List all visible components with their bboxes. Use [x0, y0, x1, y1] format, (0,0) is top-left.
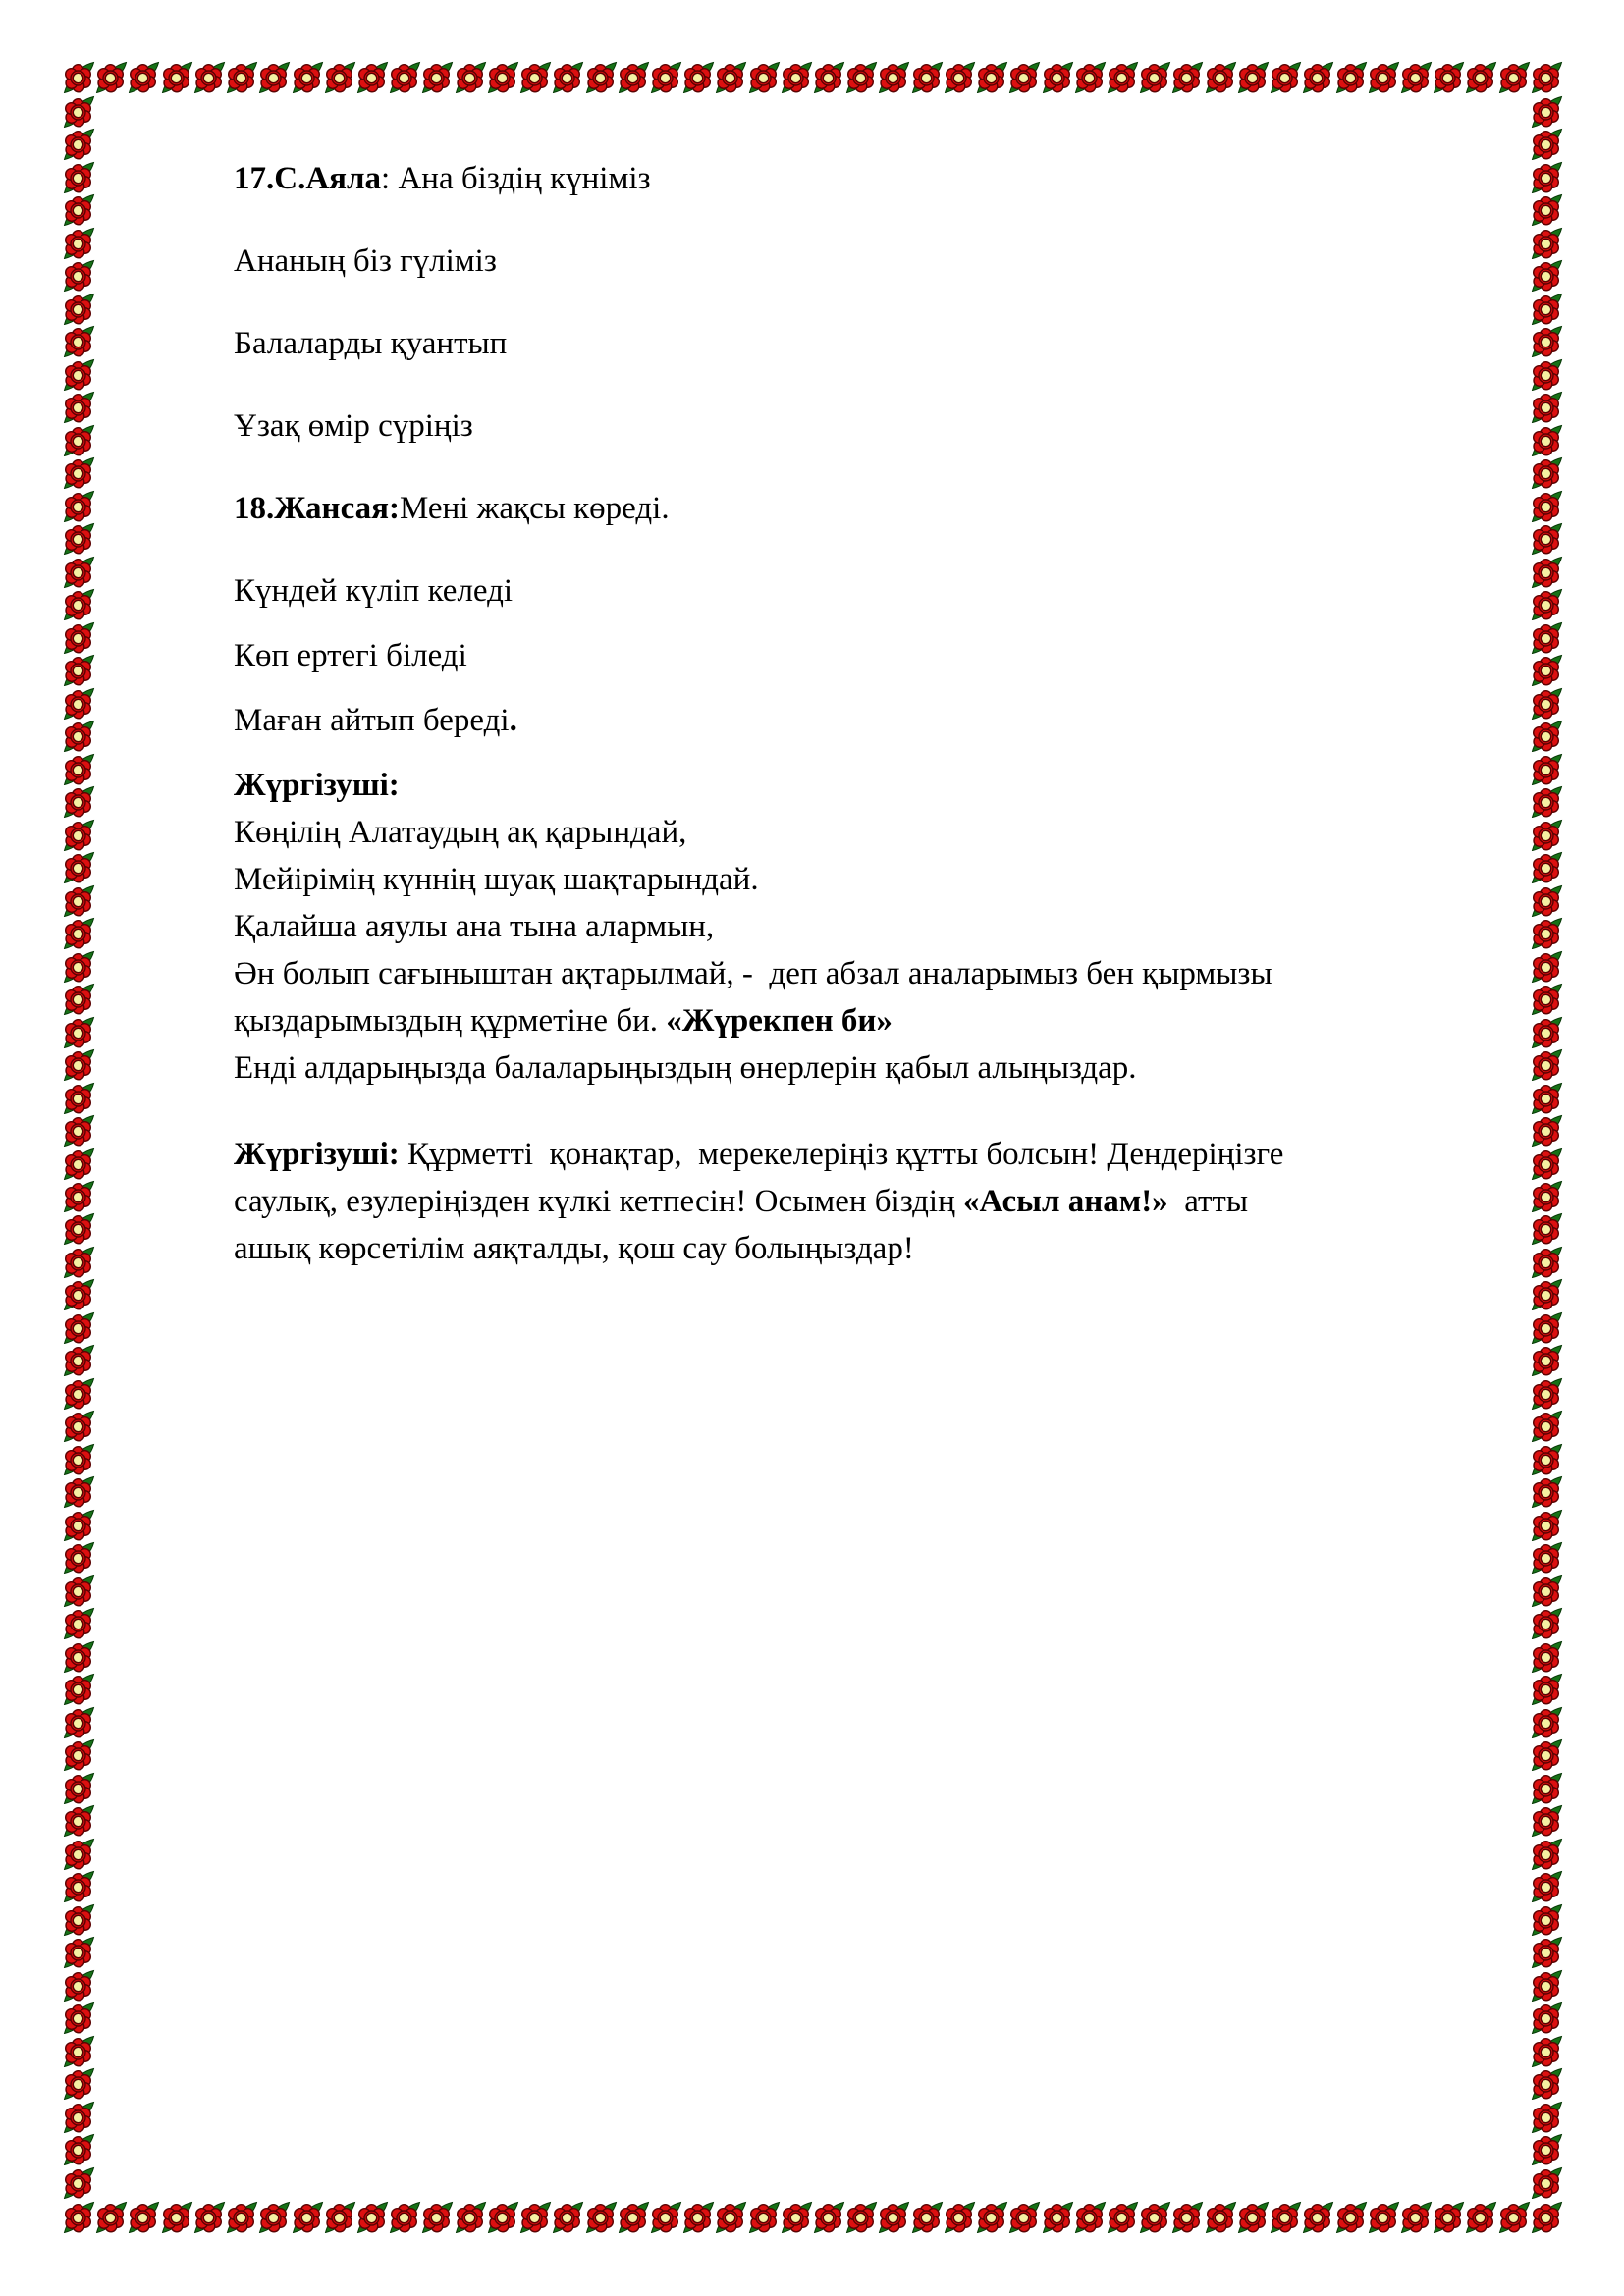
flower-icon [63, 490, 95, 522]
flower-icon [748, 2201, 781, 2233]
paragraph [234, 997, 1520, 1044]
paragraph [234, 320, 1520, 367]
flower-icon [63, 1706, 95, 1738]
flower-icon [63, 1936, 95, 1968]
flower-icon [63, 556, 95, 588]
text-run: Күндей күліп келеді [234, 573, 514, 609]
flower-icon [1531, 1607, 1563, 1639]
flower-icon [63, 1082, 95, 1114]
flower-icon [63, 1804, 95, 1837]
flower-icon [1270, 2201, 1302, 2233]
flower-icon [1465, 2201, 1497, 2233]
flower-icon [1531, 785, 1563, 818]
text-run: Көп ертегі біледі [234, 638, 467, 673]
flower-icon [1531, 621, 1563, 654]
flower-icon [63, 1738, 95, 1771]
flower-icon [356, 2201, 389, 2233]
flower-icon [1433, 2201, 1465, 2233]
flower-icon [63, 1114, 95, 1147]
flower-icon [63, 1377, 95, 1410]
text-run: Балаларды қуантып [234, 326, 508, 361]
text-run-bold: «Асыл анам!» [963, 1184, 1168, 1219]
flower-icon [650, 61, 682, 93]
flower-icon [1531, 917, 1563, 949]
flower-icon [63, 2166, 95, 2199]
text-run-bold: «Жүрекпен би» [666, 1003, 893, 1039]
flower-icon [1368, 61, 1400, 93]
flower-icon [226, 61, 258, 93]
text-run: қыздарымыздың құрметіне би. [234, 1003, 667, 1039]
flower-icon [911, 61, 944, 93]
flower-icon [650, 2201, 682, 2233]
flower-icon [455, 2201, 487, 2233]
flower-border-bottom [63, 2201, 1563, 2233]
flower-icon [63, 1673, 95, 1705]
flower-icon [1531, 588, 1563, 620]
flower-icon [226, 2201, 258, 2233]
flower-icon [63, 621, 95, 654]
paragraph [234, 1178, 1520, 1225]
flower-icon [258, 2201, 291, 2233]
flower-icon [63, 1541, 95, 1574]
flower-icon [1531, 1706, 1563, 1738]
flower-icon [1237, 2201, 1270, 2233]
flower-icon [1531, 1870, 1563, 1902]
flower-icon [1171, 2201, 1204, 2233]
flower-icon [487, 61, 519, 93]
flower-icon [63, 1016, 95, 1048]
flower-icon [63, 654, 95, 686]
paragraph [234, 567, 1520, 614]
flower-icon [1335, 2201, 1368, 2233]
flower-icon [63, 161, 95, 193]
flower-icon [1531, 358, 1563, 391]
flower-icon [1531, 1673, 1563, 1705]
flower-icon [519, 61, 552, 93]
flower-icon [1531, 1772, 1563, 1804]
flower-icon [63, 1969, 95, 2002]
flower-icon [1531, 193, 1563, 226]
flower-icon [1074, 2201, 1107, 2233]
flower-icon [845, 2201, 878, 2233]
flower-icon [63, 588, 95, 620]
flower-icon [1368, 2201, 1400, 2233]
flower-border-top [63, 61, 1563, 93]
flower-icon [63, 1212, 95, 1245]
flower-icon [128, 2201, 160, 2233]
flower-icon [781, 2201, 813, 2233]
flower-icon [1531, 325, 1563, 357]
text-run: : Ана біздің күніміз [381, 161, 651, 196]
paragraph [234, 950, 1520, 997]
flower-icon [63, 522, 95, 555]
flower-icon [1531, 1475, 1563, 1508]
flower-icon [1531, 654, 1563, 686]
flower-icon [1531, 983, 1563, 1015]
text-run: Ұзақ өмір сүріңіз [234, 408, 473, 444]
flower-icon [356, 61, 389, 93]
flower-icon [63, 851, 95, 883]
flower-icon [1531, 1114, 1563, 1147]
flower-icon [1498, 61, 1531, 93]
flower-icon [63, 720, 95, 752]
flower-icon [1531, 1278, 1563, 1310]
flower-icon [63, 424, 95, 456]
flower-icon [1531, 2166, 1563, 2199]
flower-icon [1531, 1016, 1563, 1048]
flower-icon [1171, 61, 1204, 93]
flower-icon [1531, 1180, 1563, 1212]
flower-icon [1531, 1311, 1563, 1344]
flower-icon [1531, 1148, 1563, 1180]
flower-icon [292, 2201, 324, 2233]
flower-icon [1531, 2133, 1563, 2165]
flower-icon [1531, 819, 1563, 851]
flower-icon [292, 61, 324, 93]
flower-icon [1531, 61, 1563, 93]
flower-icon [878, 2201, 910, 2233]
flower-icon [1531, 424, 1563, 456]
flower-icon [1531, 2201, 1563, 2233]
flower-icon [1531, 1640, 1563, 1673]
flower-icon [682, 61, 715, 93]
flower-icon [63, 1180, 95, 1212]
flower-icon [95, 61, 128, 93]
flower-icon [1008, 2201, 1041, 2233]
paragraph [234, 485, 1520, 532]
flower-icon [1074, 61, 1107, 93]
flower-icon [161, 61, 193, 93]
flower-icon [1531, 456, 1563, 489]
flower-icon [63, 2201, 95, 2233]
flower-icon [1531, 259, 1563, 292]
flower-icon [63, 325, 95, 357]
flower-icon [63, 293, 95, 325]
flower-icon [1531, 293, 1563, 325]
flower-icon [63, 2101, 95, 2133]
flower-icon [618, 2201, 650, 2233]
flower-icon [1531, 687, 1563, 720]
text-run-bold: Жүргізуші: [234, 768, 400, 803]
flower-icon [1139, 2201, 1171, 2233]
flower-icon [1531, 884, 1563, 917]
flower-icon [161, 2201, 193, 2233]
flower-icon [1531, 128, 1563, 160]
text-run: Ананың біз гүліміз [234, 243, 497, 279]
flower-icon [63, 1509, 95, 1541]
flower-icon [63, 358, 95, 391]
flower-icon [1531, 1048, 1563, 1081]
flower-icon [1107, 61, 1139, 93]
text-run: Көңілің Алатаудың ақ қарындай, [234, 815, 687, 850]
flower-icon [1107, 2201, 1139, 2233]
flower-icon [63, 391, 95, 423]
flower-icon [63, 456, 95, 489]
flower-icon [1433, 61, 1465, 93]
flower-icon [455, 61, 487, 93]
flower-icon [193, 61, 226, 93]
flower-icon [1531, 161, 1563, 193]
flower-icon [63, 819, 95, 851]
text-run-bold: Жүргізуші: [234, 1137, 400, 1172]
flower-icon [487, 2201, 519, 2233]
flower-icon [63, 1607, 95, 1639]
text-run-bold: 17.С.Аяла [234, 161, 382, 196]
paragraph [234, 402, 1520, 450]
flower-icon [1531, 1443, 1563, 1475]
flower-icon [878, 61, 910, 93]
paragraph [234, 238, 1520, 285]
flower-icon [715, 61, 747, 93]
flower-icon [552, 2201, 584, 2233]
paragraph [234, 155, 1520, 202]
flower-icon [976, 2201, 1008, 2233]
flower-icon [63, 1772, 95, 1804]
flower-icon [1531, 391, 1563, 423]
text-run: Мені жақсы көреді. [399, 491, 670, 526]
flower-icon [813, 61, 845, 93]
flower-icon [1531, 1903, 1563, 1936]
flower-icon [421, 61, 454, 93]
flower-icon [682, 2201, 715, 2233]
flower-icon [63, 1278, 95, 1310]
flower-icon [63, 884, 95, 917]
flower-icon [193, 2201, 226, 2233]
flower-icon [1531, 1212, 1563, 1245]
flower-icon [1531, 522, 1563, 555]
flower-icon [63, 61, 95, 93]
paragraph [234, 632, 1520, 679]
paragraph [234, 1225, 1520, 1272]
flower-icon [1531, 753, 1563, 785]
paragraph [234, 856, 1520, 903]
flower-icon [63, 227, 95, 259]
flower-icon [944, 2201, 976, 2233]
flower-icon [1531, 490, 1563, 522]
flower-icon [1400, 2201, 1433, 2233]
text-run-bold: . [509, 703, 517, 738]
flower-icon [1531, 1804, 1563, 1837]
flower-icon [63, 950, 95, 983]
flower-icon [63, 2002, 95, 2034]
flower-icon [63, 193, 95, 226]
paragraph [234, 762, 1520, 809]
document-text [234, 155, 1520, 1272]
flower-icon [258, 61, 291, 93]
flower-icon [63, 128, 95, 160]
flower-icon [63, 1246, 95, 1278]
text-run: атты [1167, 1184, 1248, 1219]
flower-icon [1335, 61, 1368, 93]
flower-icon [1531, 851, 1563, 883]
flower-icon [715, 2201, 747, 2233]
flower-icon [1531, 1936, 1563, 1968]
text-run: Ән болып сағыныштан ақтарылмай, - деп абзал аналарымыз бен қырмызы [234, 956, 1272, 991]
flower-icon [324, 2201, 356, 2233]
flower-icon [1498, 2201, 1531, 2233]
flower-icon [1302, 61, 1334, 93]
flower-icon [63, 1148, 95, 1180]
flower-icon [1531, 1344, 1563, 1376]
flower-icon [1531, 1575, 1563, 1607]
flower-icon [1531, 1377, 1563, 1410]
text-run: Құрметті қонақтар, мерекелеріңіз құтты болсын! Дендеріңізге [399, 1137, 1284, 1172]
flower-icon [1400, 61, 1433, 93]
flower-icon [748, 61, 781, 93]
flower-icon [63, 1410, 95, 1442]
flower-icon [911, 2201, 944, 2233]
flower-icon [585, 61, 618, 93]
flower-icon [1205, 61, 1237, 93]
flower-icon [63, 95, 95, 128]
text-run: Мейірімің күннің шуақ шақтарындай. [234, 862, 759, 897]
paragraph [234, 1131, 1520, 1178]
flower-icon [1531, 1838, 1563, 1870]
flower-icon [1531, 950, 1563, 983]
flower-icon [585, 2201, 618, 2233]
flower-icon [1531, 2035, 1563, 2067]
flower-icon [63, 1344, 95, 1376]
flower-icon [1042, 2201, 1074, 2233]
paragraph [234, 903, 1520, 950]
text-run: ашық көрсетілім аяқталды, қош сау болыңыздар! [234, 1231, 914, 1266]
flower-icon [1531, 1246, 1563, 1278]
flower-icon [1531, 1082, 1563, 1114]
flower-icon [845, 61, 878, 93]
flower-icon [63, 259, 95, 292]
flower-icon [324, 61, 356, 93]
flower-icon [618, 61, 650, 93]
paragraph [234, 697, 1520, 744]
text-run: Енді алдарыңызда балаларыңыздың өнерлерін қабыл алыңыздар. [234, 1050, 1137, 1086]
flower-icon [63, 2133, 95, 2165]
flower-icon [1531, 2067, 1563, 2100]
flower-icon [1531, 1969, 1563, 2002]
flower-icon [63, 1311, 95, 1344]
flower-icon [389, 2201, 421, 2233]
flower-icon [1008, 61, 1041, 93]
flower-icon [63, 2035, 95, 2067]
flower-icon [1531, 2002, 1563, 2034]
flower-icon [1531, 2101, 1563, 2133]
flower-icon [63, 1048, 95, 1081]
flower-icon [63, 753, 95, 785]
flower-icon [1531, 720, 1563, 752]
flower-icon [1531, 95, 1563, 128]
flower-icon [128, 61, 160, 93]
flower-icon [1531, 1541, 1563, 1574]
flower-icon [1531, 227, 1563, 259]
flower-icon [1531, 556, 1563, 588]
flower-icon [813, 2201, 845, 2233]
flower-icon [63, 1443, 95, 1475]
flower-icon [1237, 61, 1270, 93]
flower-icon [421, 2201, 454, 2233]
flower-icon [1302, 2201, 1334, 2233]
flower-icon [1042, 61, 1074, 93]
flower-icon [63, 917, 95, 949]
flower-icon [1270, 61, 1302, 93]
text-run: Маған айтып береді [234, 703, 510, 738]
flower-icon [552, 61, 584, 93]
flower-icon [781, 61, 813, 93]
text-run: саулық, езулеріңізден күлкі кетпесін! Осымен біздің [234, 1184, 964, 1219]
flower-icon [1139, 61, 1171, 93]
flower-icon [63, 1640, 95, 1673]
paragraph [234, 1044, 1520, 1092]
flower-icon [63, 687, 95, 720]
flower-icon [63, 2067, 95, 2100]
flower-icon [95, 2201, 128, 2233]
flower-icon [63, 1870, 95, 1902]
flower-icon [63, 1838, 95, 1870]
flower-icon [1205, 2201, 1237, 2233]
text-run-bold: 18.Жансая: [234, 491, 400, 526]
flower-icon [1465, 61, 1497, 93]
flower-icon [63, 785, 95, 818]
flower-icon [63, 1903, 95, 1936]
flower-icon [63, 1475, 95, 1508]
flower-border-right [1531, 95, 1563, 2199]
flower-icon [63, 1575, 95, 1607]
flower-icon [63, 983, 95, 1015]
flower-icon [519, 2201, 552, 2233]
flower-icon [1531, 1509, 1563, 1541]
text-run: Қалайша аяулы ана тына алармын, [234, 909, 715, 944]
flower-icon [1531, 1738, 1563, 1771]
flower-icon [1531, 1410, 1563, 1442]
paragraph [234, 809, 1520, 856]
flower-border-left [63, 95, 95, 2199]
flower-icon [944, 61, 976, 93]
flower-icon [976, 61, 1008, 93]
flower-icon [389, 61, 421, 93]
